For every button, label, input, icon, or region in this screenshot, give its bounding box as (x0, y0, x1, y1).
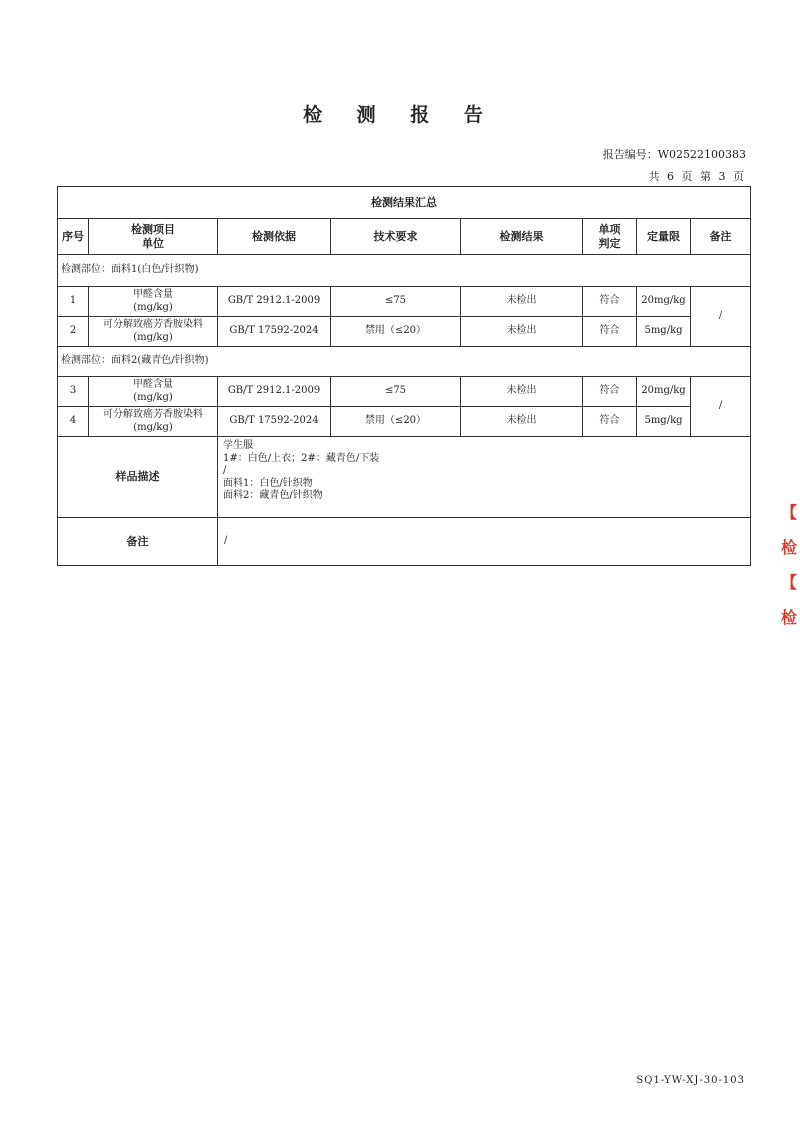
section-label: 检测部位：面料2(藏青色/针织物) (58, 347, 751, 377)
sample-desc-line: 面料2：藏青色/针织物 (223, 490, 323, 501)
cell-judgement: 符合 (583, 287, 637, 317)
cell-seq: 1 (58, 287, 89, 317)
results-table (57, 186, 751, 566)
col-header-judgement (583, 219, 637, 255)
cell-requirement: ≤75 (331, 287, 461, 317)
cell-basis: GB/T 2912.1-2009 (218, 287, 331, 317)
cell-result: 未检出 (461, 317, 583, 347)
sample-desc-label: 样品描述 (58, 437, 218, 518)
footer-form-code: SQ1-YW-XJ-30-103 (636, 1075, 745, 1086)
table-row (58, 377, 751, 407)
table-row (58, 287, 751, 317)
cell-requirement: 禁用（≤20） (331, 407, 461, 437)
cell-result: 未检出 (461, 407, 583, 437)
report-number: 报告编号：W02522100383 (602, 148, 746, 161)
col-header-requirement: 技术要求 (331, 219, 461, 255)
table-row (58, 407, 751, 437)
cell-remark: / (691, 287, 751, 347)
cell-item: 甲醛含量 (mg/kg) (89, 287, 218, 317)
remarks-value: / (218, 518, 751, 566)
page-title: 检 测 报 告 (303, 104, 497, 126)
cell-item: 甲醛含量 (mg/kg) (89, 377, 218, 407)
cell-basis: GB/T 17592-2024 (218, 407, 331, 437)
page-info: 共 6 页 第 3 页 (648, 170, 746, 183)
cell-limit: 20mg/kg (637, 287, 691, 317)
col-header-limit: 定量限 (637, 219, 691, 255)
sample-desc-content (218, 437, 751, 518)
cell-seq: 4 (58, 407, 89, 437)
cell-result: 未检出 (461, 287, 583, 317)
col-header-basis: 检测依据 (218, 219, 331, 255)
sample-desc-line: / (223, 465, 227, 476)
cell-requirement: 禁用（≤20） (331, 317, 461, 347)
col-header-item (89, 219, 218, 255)
cell-requirement: ≤75 (331, 377, 461, 407)
col-header-item-line: 检测项目 单位 (131, 222, 175, 250)
cell-result: 未检出 (461, 377, 583, 407)
seal-stamp: 【 检 【 检 (780, 503, 797, 627)
cell-limit: 5mg/kg (637, 317, 691, 347)
section-label: 检测部位：面料1(白色/针织物) (58, 255, 751, 287)
col-header-seq: 序号 (58, 219, 89, 255)
table-caption: 检测结果汇总 (58, 187, 751, 219)
col-header-judgement-line: 单项 判定 (598, 222, 621, 250)
cell-seq: 2 (58, 317, 89, 347)
cell-limit: 5mg/kg (637, 407, 691, 437)
table-header-row (58, 219, 751, 255)
sample-desc-line: 1#：白色/上衣；2#：藏青色/下装 (223, 452, 380, 464)
cell-basis: GB/T 2912.1-2009 (218, 377, 331, 407)
cell-limit: 20mg/kg (637, 377, 691, 407)
cell-judgement: 符合 (583, 377, 637, 407)
table-row (58, 317, 751, 347)
col-header-remark: 备注 (691, 219, 751, 255)
sample-desc-line: 学生服 (223, 440, 253, 451)
remarks-label: 备注 (58, 518, 218, 566)
cell-item: 可分解致癌芳香胺染料 (mg/kg) (89, 317, 218, 347)
cell-remark: / (691, 377, 751, 437)
cell-judgement: 符合 (583, 317, 637, 347)
sample-desc-line: 面料1：白色/针织物 (223, 477, 313, 489)
cell-basis: GB/T 17592-2024 (218, 317, 331, 347)
col-header-result: 检测结果 (461, 219, 583, 255)
cell-judgement: 符合 (583, 407, 637, 437)
cell-seq: 3 (58, 377, 89, 407)
cell-item: 可分解致癌芳香胺染料 (mg/kg) (89, 407, 218, 437)
